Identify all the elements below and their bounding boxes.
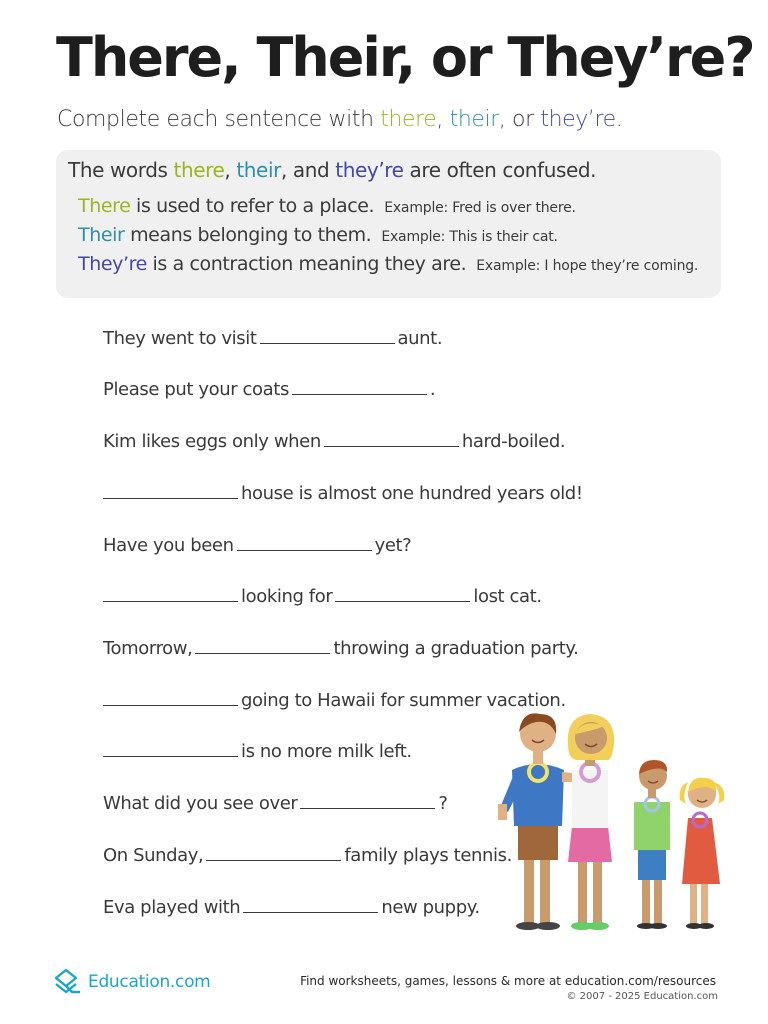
rule-text: is a contraction meaning they are. xyxy=(146,253,467,275)
rule-word: Their xyxy=(78,224,125,246)
rule-example: Example: This is their cat. xyxy=(381,229,558,245)
sentence-text: yet? xyxy=(374,535,412,556)
sentence-text: going to Hawaii for summer vacation. xyxy=(241,690,566,711)
answer-blank[interactable] xyxy=(103,739,238,757)
answer-blank[interactable] xyxy=(103,688,238,706)
sentence-3 xyxy=(103,429,565,453)
sentence-text: new puppy. xyxy=(381,897,480,918)
sentence-text: Kim likes eggs only when xyxy=(103,431,321,452)
intro-word-their: their xyxy=(236,158,281,182)
answer-blank[interactable] xyxy=(324,429,459,447)
answer-blank[interactable] xyxy=(300,791,435,809)
worksheet-title: There, Their, or They’re? xyxy=(56,26,754,89)
answer-blank[interactable] xyxy=(103,481,238,499)
son-figure xyxy=(634,760,670,929)
answer-blank[interactable] xyxy=(195,636,330,654)
sentence-2 xyxy=(103,377,435,401)
word-their: their xyxy=(449,107,499,132)
rule-example: Example: I hope they’re coming. xyxy=(476,258,699,274)
sentence-text: What did you see over xyxy=(103,793,298,814)
sentence-5 xyxy=(103,533,411,557)
instructions-prefix: Complete each sentence with xyxy=(57,107,381,132)
rule-text: means belonging to them. xyxy=(124,224,372,246)
footer-tagline: Find worksheets, games, lessons & more at education.com/resources xyxy=(300,974,716,988)
sentence-text: ? xyxy=(438,793,448,814)
rule-word: There xyxy=(78,195,131,217)
explanation-intro xyxy=(68,158,596,182)
answer-blank[interactable] xyxy=(103,584,238,602)
sentence-10 xyxy=(103,791,448,815)
sentence-9 xyxy=(103,739,412,763)
family-illustration xyxy=(492,708,737,936)
explanation-box xyxy=(56,150,721,298)
intro-word-theyre: they’re xyxy=(335,158,404,182)
intro-text: The words xyxy=(68,158,174,182)
answer-blank[interactable] xyxy=(335,584,470,602)
education-logo-icon xyxy=(52,966,84,998)
footer-copyright: © 2007 - 2025 Education.com xyxy=(566,991,718,1002)
intro-word-there: there xyxy=(173,158,225,182)
answer-blank[interactable] xyxy=(292,377,427,395)
rule-example: Example: Fred is over there. xyxy=(384,200,576,216)
rule-there xyxy=(78,195,576,217)
sentence-text: looking for xyxy=(241,586,333,607)
sentence-1 xyxy=(103,326,442,350)
word-there: there xyxy=(380,107,437,132)
rule-their xyxy=(78,224,558,246)
intro-text: are often confused. xyxy=(403,158,597,182)
sentence-text: Please put your coats xyxy=(103,379,289,400)
sentence-text: Have you been xyxy=(103,535,234,556)
answer-blank[interactable] xyxy=(237,533,372,551)
education-logo[interactable] xyxy=(52,966,210,998)
rule-theyre xyxy=(78,253,698,275)
sentence-text: throwing a graduation party. xyxy=(333,638,579,659)
brand-name: Education.com xyxy=(88,972,211,992)
answer-blank[interactable] xyxy=(206,843,341,861)
sentence-6 xyxy=(103,584,542,608)
instructions-sep: , xyxy=(436,107,450,132)
sentence-text: They went to visit xyxy=(103,328,257,349)
rule-word: They’re xyxy=(78,253,147,275)
sentence-text: On Sunday, xyxy=(103,845,204,866)
sentence-text: is no more milk left. xyxy=(241,741,412,762)
sentence-text: family plays tennis. xyxy=(344,845,512,866)
answer-blank[interactable] xyxy=(243,895,378,913)
intro-text: , and xyxy=(280,158,336,182)
answer-blank[interactable] xyxy=(260,326,395,344)
instructions xyxy=(57,107,622,132)
sentence-text: Eva played with xyxy=(103,897,241,918)
word-theyre: they’re xyxy=(540,107,616,132)
instructions-suffix: . xyxy=(615,107,623,132)
sentence-text: aunt. xyxy=(397,328,443,349)
rule-text: is used to refer to a place. xyxy=(130,195,375,217)
sentence-text: house is almost one hundred years old! xyxy=(241,483,583,504)
sentence-text: Tomorrow, xyxy=(103,638,193,659)
instructions-sep: , or xyxy=(498,107,541,132)
sentence-12 xyxy=(103,895,480,919)
sentence-text: lost cat. xyxy=(473,586,542,607)
sentence-7 xyxy=(103,636,578,660)
intro-text: , xyxy=(224,158,237,182)
sentence-11 xyxy=(103,843,512,867)
sentence-text: . xyxy=(429,379,436,400)
sentence-text: hard-boiled. xyxy=(461,431,566,452)
mom-figure xyxy=(568,714,614,930)
sentence-4 xyxy=(103,481,583,505)
daughter-figure xyxy=(680,778,725,929)
